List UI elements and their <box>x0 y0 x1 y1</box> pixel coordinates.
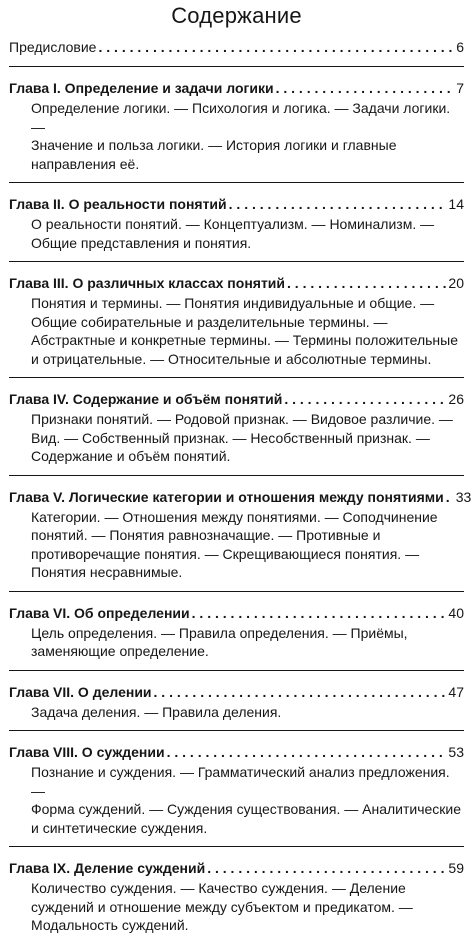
summary-line: Общие собирательные и разделительные термины. — <box>31 313 388 330</box>
chapter-summary <box>9 508 464 582</box>
toc-entry-chapter[interactable] <box>9 683 464 722</box>
toc-entry-head <box>9 488 471 507</box>
summary-line: Значение и польза логики. — История логики и главные <box>31 137 397 153</box>
summary-line: Понятия несравнимые. <box>31 564 183 580</box>
summary-line: Форма суждений. — Суждения существования. — Аналитические <box>31 801 462 817</box>
page-number: 20 <box>448 275 464 291</box>
summary-line: и отрицательные. — Относительные и абсолютные термины. <box>31 350 432 367</box>
summary-line: Познание и суждения. — Грамматический анализ предложения. — <box>31 764 450 799</box>
toc-entry-chapter[interactable] <box>9 274 464 368</box>
toc-entry-head <box>9 38 464 57</box>
toc-entry-head <box>9 195 464 214</box>
chapter-heading: Глава IV. Содержание и объём понятий <box>9 391 283 407</box>
dot-leader <box>154 683 447 702</box>
summary-line: Задача деления. — Правила деления. <box>31 703 282 720</box>
divider <box>9 730 464 731</box>
toc-entry-chapter[interactable] <box>9 390 464 466</box>
page-number: 26 <box>448 391 464 407</box>
preface-label: Предисловие <box>9 39 97 55</box>
page-number: 47 <box>448 683 464 700</box>
summary-line: Вид. — Собственный признак. — Несобственный признак. — <box>31 429 430 446</box>
divider <box>9 261 464 262</box>
chapter-heading: Глава VI. Об определении <box>9 604 190 621</box>
summary-line: Категории. — Отношения между понятиями. — Соподчинение <box>31 508 438 525</box>
page-number: 7 <box>456 80 464 96</box>
summary-line: Цель определения. — Правила определения. — Приёмы, <box>31 624 408 641</box>
summary-line: Содержание и объём понятий. <box>31 448 231 464</box>
summary-line: суждений и отношение между субъектом и предикатом. — <box>31 898 413 915</box>
chapter-summary <box>9 410 464 466</box>
chapter-list <box>9 79 471 935</box>
toc-entry-preface[interactable] <box>9 38 464 57</box>
summary-line: Количество суждения. — Качество суждения. — Деление <box>31 880 406 896</box>
divider <box>9 66 464 67</box>
toc-entry-chapter[interactable] <box>9 195 464 252</box>
summary-line: О реальности понятий. — Концептуализм. — Номинализм. — <box>31 216 435 232</box>
dot-leader <box>229 195 447 214</box>
chapter-summary <box>9 624 464 661</box>
toc-entry-chapter[interactable] <box>9 859 464 935</box>
divider <box>9 846 464 847</box>
page-number: 53 <box>448 744 464 760</box>
dot-leader <box>207 859 446 878</box>
page-title: Содержание <box>171 3 302 28</box>
divider <box>9 377 464 378</box>
summary-line: Модальность суждений. <box>31 917 189 933</box>
toc-entry-chapter[interactable] <box>9 79 464 173</box>
summary-line: направления её. <box>31 155 140 172</box>
dot-leader <box>276 79 455 98</box>
chapter-heading: Глава VIII. О суждении <box>9 744 165 760</box>
summary-line: Понятия и термины. — Понятия индивидуальные и общие. — <box>31 295 435 311</box>
chapter-heading: Глава V. Логические категории и отношения между понятиями <box>9 488 444 505</box>
chapter-summary <box>9 215 464 252</box>
toc-entry-head <box>9 79 464 98</box>
dot-leader <box>446 488 454 507</box>
page-number: 40 <box>448 604 464 621</box>
toc-entry-chapter[interactable] <box>9 743 464 837</box>
page-number: 6 <box>456 39 464 55</box>
toc-entry-head <box>9 604 464 623</box>
page-number: 14 <box>448 196 464 212</box>
chapter-summary <box>9 763 464 837</box>
summary-line: Общие представления и понятия. <box>31 234 252 251</box>
chapter-heading: Глава VII. О делении <box>9 683 152 700</box>
divider <box>9 670 464 671</box>
chapter-summary <box>9 99 464 173</box>
dot-leader <box>284 390 446 409</box>
toc-entry-chapter[interactable] <box>9 488 471 582</box>
summary-line: противоречащие понятия. — Скрещивающиеся понятия. — <box>31 545 420 562</box>
chapter-heading: Глава III. О различных классах понятий <box>9 275 286 291</box>
page-number: 59 <box>448 860 464 876</box>
divider <box>9 591 464 592</box>
divider <box>9 475 464 476</box>
summary-line: Абстрактные и конкретные термины. — Термины положительные <box>31 332 458 348</box>
dot-leader <box>98 38 454 57</box>
chapter-summary <box>9 703 464 722</box>
summary-line: Определение логики. — Психология и логика. — Задачи логики. — <box>31 100 451 135</box>
summary-line: понятий. — Понятия равнозначащие. — Противные и <box>31 527 381 543</box>
toc-entry-head <box>9 683 464 702</box>
dot-leader <box>287 274 446 293</box>
toc-entry-head <box>9 274 464 293</box>
toc-entry-chapter[interactable] <box>9 604 464 661</box>
toc-entry-head <box>9 743 464 762</box>
chapter-summary <box>9 294 464 368</box>
summary-line: Признаки понятий. — Родовой признак. — Видовое различие. — <box>31 411 453 427</box>
chapter-summary <box>9 879 464 935</box>
toc-entry-head <box>9 859 464 878</box>
divider <box>9 182 464 183</box>
chapter-heading: Глава II. О реальности понятий <box>9 196 227 212</box>
toc-entry-head <box>9 390 464 409</box>
chapter-heading: Глава I. Определение и задачи логики <box>9 80 274 96</box>
dot-leader <box>192 604 447 623</box>
dot-leader <box>167 743 447 762</box>
summary-line: заменяющие определение. <box>31 643 209 659</box>
page-number: 33 <box>455 488 471 505</box>
summary-line: и синтетические суждения. <box>31 819 208 836</box>
chapter-heading: Глава IX. Деление суждений <box>9 860 206 876</box>
